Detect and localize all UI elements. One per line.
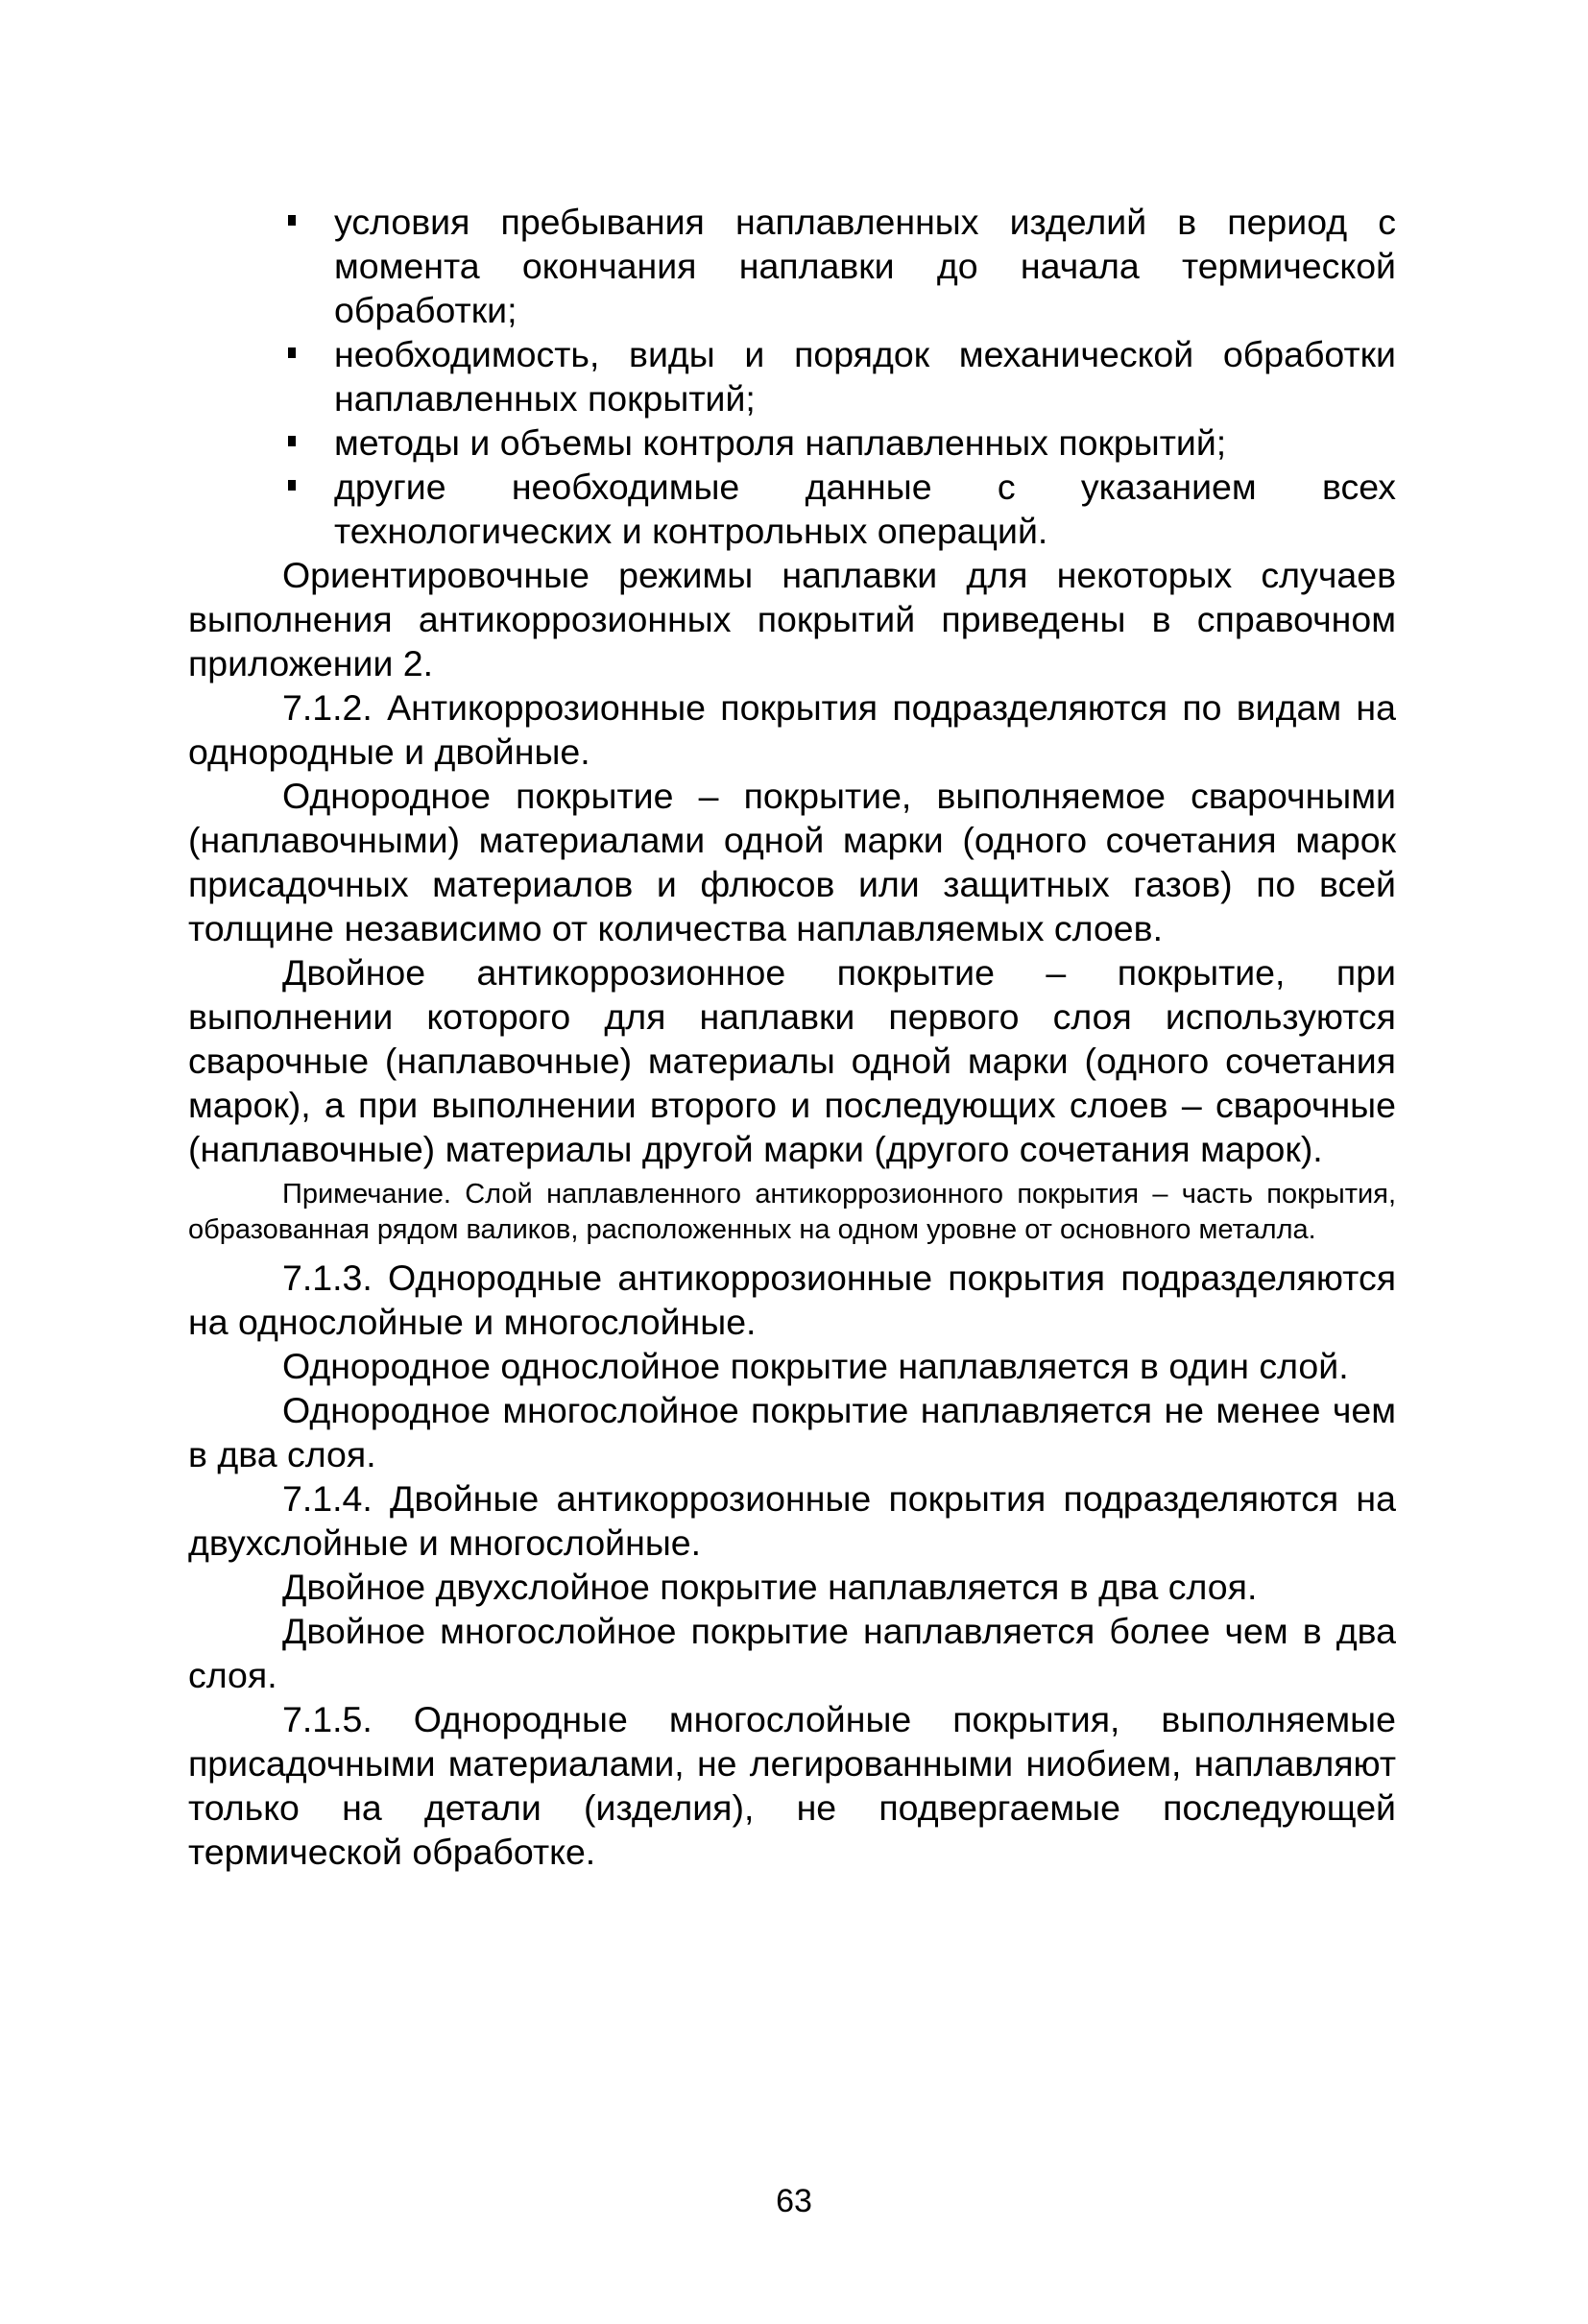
list-item-text: условия пребывания наплавленных изделий в период с момента окончания наплавки до начала термической обработки; (334, 202, 1396, 330)
paragraph-single-layer: Однородное однослойное покрытие наплавляется в один слой. (282, 1346, 1349, 1386)
bullet-list (188, 200, 1396, 553)
list-item (188, 332, 1396, 420)
bullet-marker-icon (288, 215, 296, 226)
paragraph-multi-layer: Однородное многослойное покрытие наплавляется не менее чем в два слоя. (188, 1390, 1396, 1474)
list-item (188, 200, 1396, 332)
bullet-marker-icon (288, 347, 296, 358)
list-item (188, 420, 1396, 465)
paragraph-7-1-4: 7.1.4. Двойные антикоррозионные покрытия подразделяются на двухслойные и многослойные. (188, 1478, 1396, 1563)
note-paragraph: Примечание. Слой наплавленного антикоррозионного покрытия – часть покрытия, образованная рядом валиков, расположенных на одном уровне от основного металла. (188, 1179, 1396, 1245)
paragraph-7-1-5: 7.1.5. Однородные многослойные покрытия, выполняемые присадочными материалами, не легированными ниобием, наплавляют только на детали (изделия), не подвергаемые последующей термической обработке. (188, 1699, 1396, 1872)
list-item-text: необходимость, виды и порядок механической обработки наплавленных покрытий; (334, 334, 1396, 419)
paragraph-7-1-3: 7.1.3. Однородные антикоррозионные покрытия подразделяются на однослойные и многослойные. (188, 1258, 1396, 1342)
paragraph-7-1-2: 7.1.2. Антикоррозионные покрытия подразделяются по видам на однородные и двойные. (188, 687, 1396, 772)
list-item-text: методы и объемы контроля наплавленных покрытий; (334, 422, 1227, 463)
document-page (188, 200, 1396, 1874)
paragraph-modes-reference: Ориентировочные режимы наплавки для некоторых случаев выполнения антикоррозионных покрытий приведены в справочном приложении 2. (188, 555, 1396, 683)
paragraph-double-definition: Двойное антикоррозионное покрытие – покрытие, при выполнении которого для наплавки первого слоя используются сварочные (наплавочные) материалы одной марки (одного сочетания марок), а при выполнении второго и последующих слоев – сварочные (наплавочные) материалы другой марки (другого сочетания марок). (188, 952, 1396, 1169)
bullet-marker-icon (288, 436, 296, 446)
paragraph-double-two-layer: Двойное двухслойное покрытие наплавляется в два слоя. (282, 1567, 1258, 1607)
paragraph-homogeneous-definition: Однородное покрытие – покрытие, выполняемое сварочными (наплавочными) материалами одной марки (одного сочетания марок присадочных материалов и флюсов или защитных газов) по всей толщине независимо от количества наплавляемых слоев. (188, 776, 1396, 948)
page-number: 63 (776, 2183, 812, 2219)
paragraph-double-multi-layer: Двойное многослойное покрытие наплавляется более чем в два слоя. (188, 1611, 1396, 1695)
list-item (188, 465, 1396, 553)
bullet-marker-icon (288, 480, 296, 491)
list-item-text: другие необходимые данные с указанием всех технологических и контрольных операций. (334, 467, 1396, 551)
